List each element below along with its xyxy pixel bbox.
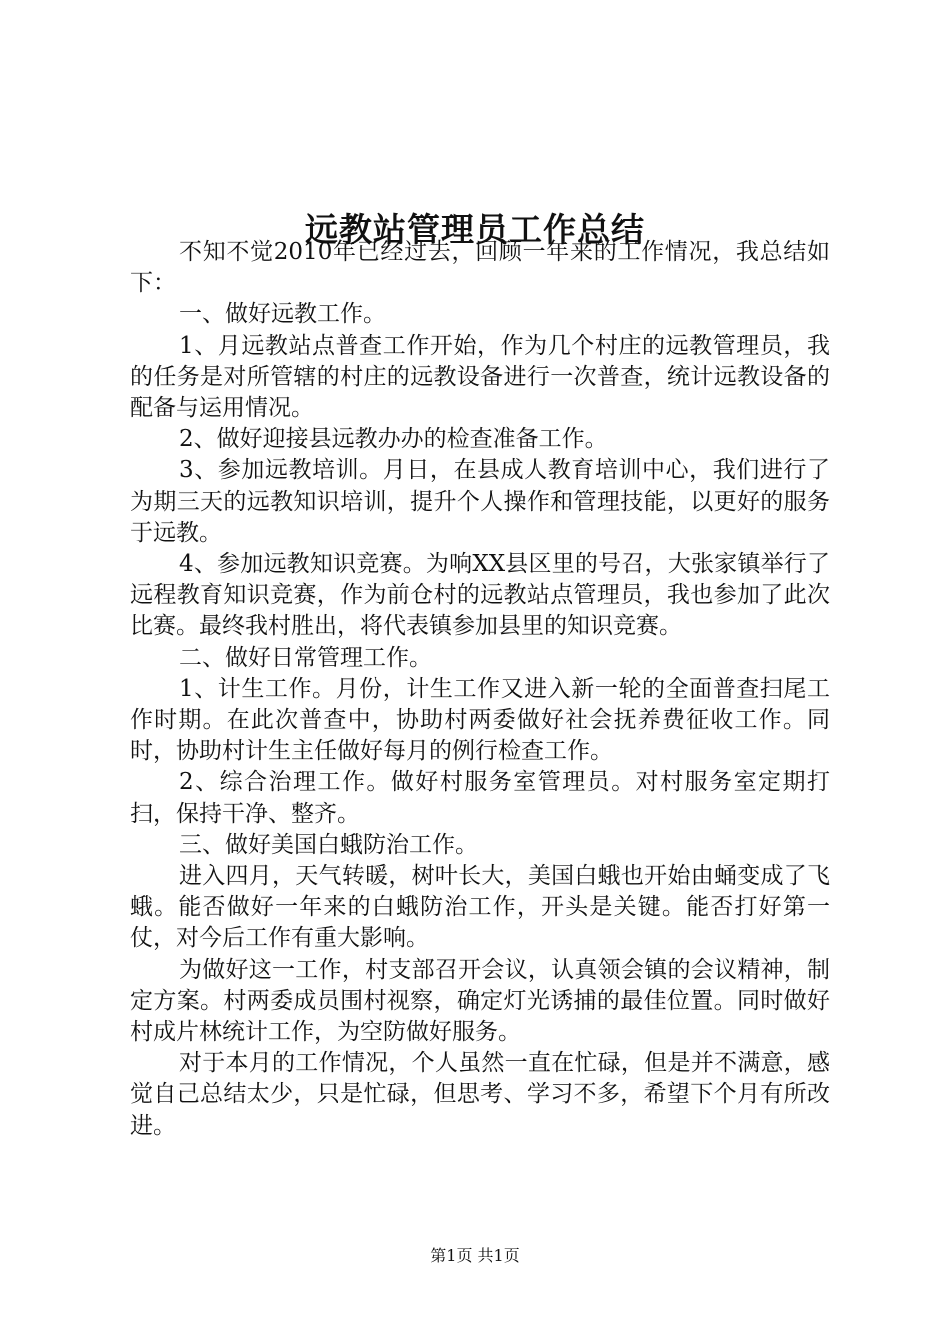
paragraph-item: 2、综合治理工作。做好村服务室管理员。对村服务室定期打扫，保持干净、整齐。 <box>130 769 830 827</box>
document-body <box>130 237 830 1142</box>
paragraph-item: 为做好这一工作，村支部召开会议，认真领会镇的会议精神，制定方案。村两委成员围村视察，确定灯光诱捕的最佳位置。同时做好村成片林统计工作，为空防做好服务。 <box>130 956 830 1046</box>
paragraph-item: 4、参加远教知识竞赛。为响XX县区里的号召，大张家镇举行了远程教育知识竞赛，作为前仓村的远教站点管理员，我也参加了此次比赛。最终我村胜出，将代表镇参加县里的知识竞赛。 <box>130 551 830 640</box>
paragraph-item: 1、月远教站点普查工作开始，作为几个村庄的远教管理员，我的任务是对所管辖的村庄的远教设备进行一次普查，统计远教设备的配备与运用情况。 <box>130 332 830 422</box>
section-heading-3: 三、做好美国白蛾防治工作。 <box>179 831 478 858</box>
paragraph-item: 进入四月，天气转暖，树叶长大，美国白蛾也开始由蛹变成了飞蛾。能否做好一年来的白蛾防治工作，开头是关键。能否打好第一仗，对今后工作有重大影响。 <box>130 863 830 952</box>
paragraph-conclusion: 对于本月的工作情况，个人虽然一直在忙碌，但是并不满意，感觉自己总结太少，只是忙碌，但思考、学习不多，希望下个月有所改进。 <box>130 1050 830 1139</box>
paragraph-item: 3、参加远教培训。月日，在县成人教育培训中心，我们进行了为期三天的远教知识培训，提升个人操作和管理技能，以更好的服务于远教。 <box>130 457 830 546</box>
document-title: 远教站管理员工作总结 <box>305 210 645 250</box>
paragraph-intro: 不知不觉2010年已经过去，回顾一年来的工作情况，我总结如下： <box>130 239 830 297</box>
paragraph-item: 2、做好迎接县远教办办的检查准备工作。 <box>179 426 608 453</box>
page-footer: 第1页 共1页 <box>430 1246 520 1265</box>
paragraph-item: 1、计生工作。月份，计生工作又进入新一轮的全面普查扫尾工作时期。在此次普查中，协助村两委做好社会抚养费征收工作。同时，协助村计生主任做好每月的例行检查工作。 <box>130 675 830 765</box>
section-heading-2: 二、做好日常管理工作。 <box>179 644 432 671</box>
section-heading-1: 一、做好远教工作。 <box>179 301 386 328</box>
